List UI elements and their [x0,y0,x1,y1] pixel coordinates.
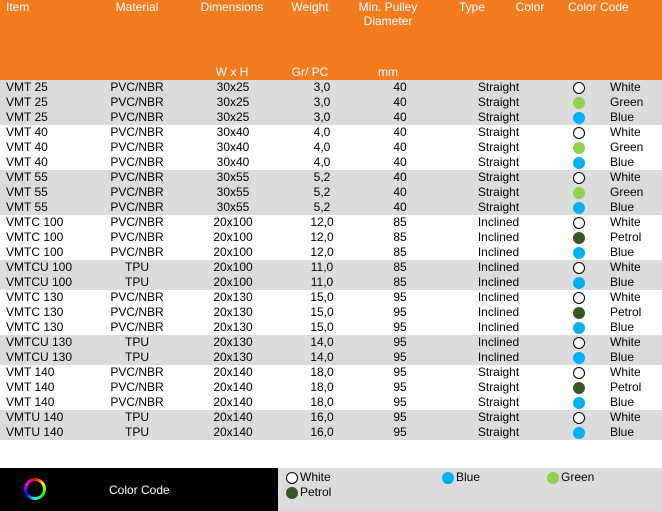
white-swatch-icon [573,262,585,274]
pulley-cell: 85 [357,260,443,275]
color-swatch-cell [554,305,604,320]
material-cell: PVC/NBR [110,215,164,229]
header-min-pulley: Min. Pulley Diameter [358,0,418,28]
color-code-cell: Petrol [610,380,642,394]
type-cell: Inclined [477,215,520,229]
legend-item-label: White [300,470,331,484]
item-cell: VMT 140 [6,365,55,379]
blue-swatch-icon [573,352,585,364]
material-cell: PVC/NBR [110,125,164,139]
pulley-cell: 85 [393,230,407,244]
unit-weight: Gr/ PC [291,65,329,79]
blue-swatch-icon [573,157,585,169]
color-code-cell: White [604,335,662,350]
color-swatch-cell [554,95,604,110]
item-cell: VMT 40 [6,140,48,154]
table-row [0,170,662,185]
pulley-cell: 95 [393,305,407,319]
color-code-cell: Blue [604,200,662,215]
item-cell: VMTCU 100 [0,260,95,275]
blue-swatch-icon [573,397,585,409]
item-cell: VMT 55 [0,185,95,200]
material-cell: PVC/NBR [110,140,164,154]
blue-swatch-icon [573,247,585,259]
color-code-cell: Green [604,185,662,200]
material-cell: TPU [95,275,179,290]
product-table [0,80,662,440]
green-swatch-icon [573,187,585,199]
dimensions-cell: 30x40 [216,125,250,139]
blue-swatch-icon [573,322,585,334]
material-cell: PVC/NBR [110,230,164,244]
material-cell: PVC/NBR [95,170,179,185]
table-row [0,260,662,275]
table-row [0,320,662,335]
color-swatch-cell [554,275,604,290]
item-cell: VMTCU 130 [0,350,95,365]
table-row [0,155,662,170]
dimensions-cell: 30x25 [179,80,287,95]
color-swatch-cell [554,110,604,125]
material-cell: PVC/NBR [95,200,179,215]
color-code-cell: White [604,80,662,95]
weight-cell: 14,0 [287,335,357,350]
item-cell: VMTCU 100 [0,275,95,290]
material-cell: PVC/NBR [110,290,164,304]
item-cell: VMTC 130 [6,290,64,304]
weight-cell: 12,0 [310,245,334,259]
color-swatch-cell [554,380,604,395]
dimensions-cell: 20x130 [179,350,287,365]
type-cell: Straight [477,125,520,139]
type-cell: Inclined [443,275,554,290]
type-cell: Straight [443,110,554,125]
material-cell: TPU [95,260,179,275]
dimensions-cell: 20x100 [179,275,287,290]
table-row [0,110,662,125]
color-swatch-cell [554,200,604,215]
table-row [0,185,662,200]
petrol-swatch-icon [573,232,585,244]
blue-swatch-icon [442,472,454,484]
type-cell: Inclined [443,350,554,365]
item-cell: VMTC 100 [6,230,64,244]
pulley-cell: 40 [357,170,443,185]
type-cell: Inclined [477,230,520,244]
header-color-code: Color Code [568,0,629,14]
table-row [0,305,662,320]
table-row [0,335,662,350]
type-cell: Inclined [477,290,520,304]
item-cell: VMT 25 [0,95,95,110]
color-wheel-icon [24,478,46,500]
table-row [0,125,662,140]
item-cell: VMT 40 [6,155,48,169]
header-weight: Weight [291,0,329,14]
blue-swatch-icon [573,277,585,289]
item-cell: VMT 55 [0,200,95,215]
header-type: Type [458,0,485,14]
petrol-swatch-icon [286,487,298,499]
type-cell: Straight [443,80,554,95]
dimensions-cell: 20x140 [213,380,253,394]
table-row [0,410,662,425]
legend-item-green [547,470,594,484]
color-swatch-cell [554,410,604,425]
dimensions-cell: 30x40 [216,155,250,169]
legend-label-panel [0,468,278,511]
material-cell: PVC/NBR [110,155,164,169]
legend-item-white [286,470,331,484]
color-code-cell: Blue [604,425,662,440]
pulley-cell: 95 [393,320,407,334]
weight-cell: 18,0 [310,380,334,394]
dimensions-cell: 20x130 [213,320,253,334]
material-cell: PVC/NBR [95,80,179,95]
table-row [0,80,662,95]
legend-items-panel [278,468,662,511]
material-cell: TPU [95,350,179,365]
white-swatch-icon [573,367,585,379]
weight-cell: 5,2 [287,170,357,185]
weight-cell: 12,0 [310,215,334,229]
petrol-swatch-icon [573,382,585,394]
white-swatch-icon [573,412,585,424]
legend-item-label: Green [561,470,595,484]
white-swatch-icon [573,82,585,94]
weight-cell: 18,0 [310,365,334,379]
green-swatch-icon [573,142,585,154]
table-row [0,230,662,245]
material-cell: PVC/NBR [110,305,164,319]
type-cell: Straight [443,425,554,440]
pulley-cell: 40 [357,80,443,95]
table-row [0,200,662,215]
weight-cell: 16,0 [287,425,357,440]
unit-dimensions: W x H [215,65,249,79]
color-code-cell: Blue [610,245,635,259]
dimensions-cell: 20x140 [179,410,287,425]
pulley-cell: 40 [393,140,407,154]
item-cell: VMT 25 [0,110,95,125]
white-swatch-icon [573,337,585,349]
pulley-cell: 95 [393,365,407,379]
material-cell: TPU [95,335,179,350]
color-code-cell: Blue [610,395,635,409]
legend-item-label: Blue [456,470,481,484]
white-swatch-icon [573,292,585,304]
table-header [0,0,662,80]
dimensions-cell: 30x25 [179,95,287,110]
weight-cell: 15,0 [310,305,334,319]
item-cell: VMTU 140 [0,425,95,440]
color-swatch-cell [554,245,604,260]
dimensions-cell: 20x100 [179,260,287,275]
pulley-cell: 85 [357,275,443,290]
dimensions-cell: 30x55 [179,200,287,215]
weight-cell: 14,0 [287,350,357,365]
item-cell: VMTCU 130 [0,335,95,350]
weight-cell: 16,0 [287,410,357,425]
header-dimensions: Dimensions [200,0,264,14]
item-cell: VMT 40 [6,125,48,139]
type-cell: Straight [443,185,554,200]
white-swatch-icon [573,127,585,139]
material-cell: PVC/NBR [95,110,179,125]
dimensions-cell: 20x100 [213,230,253,244]
dimensions-cell: 20x130 [213,305,253,319]
color-swatch-cell [554,395,604,410]
material-cell: PVC/NBR [110,245,164,259]
header-color: Color [515,0,545,14]
weight-cell: 5,2 [287,200,357,215]
weight-cell: 3,0 [287,80,357,95]
color-swatch-cell [554,80,604,95]
pulley-cell: 95 [393,395,407,409]
material-cell: PVC/NBR [110,395,164,409]
pulley-cell: 95 [393,290,407,304]
dimensions-cell: 20x130 [179,335,287,350]
table-row [0,380,662,395]
table-row [0,95,662,110]
dimensions-cell: 20x140 [213,365,253,379]
color-swatch-cell [554,230,604,245]
color-swatch-cell [554,185,604,200]
material-cell: TPU [95,425,179,440]
weight-cell: 3,0 [287,95,357,110]
color-swatch-cell [554,425,604,440]
material-cell: PVC/NBR [95,95,179,110]
table-row [0,395,662,410]
weight-cell: 11,0 [287,275,357,290]
item-cell: VMT 55 [0,170,95,185]
dimensions-cell: 20x140 [179,425,287,440]
white-swatch-icon [286,472,298,484]
color-code-cell: Blue [604,110,662,125]
color-swatch-cell [554,290,604,305]
color-swatch-cell [554,170,604,185]
pulley-cell: 40 [357,200,443,215]
weight-cell: 4,0 [313,125,331,139]
type-cell: Straight [477,395,520,409]
dimensions-cell: 20x100 [213,215,253,229]
item-cell: VMTC 100 [6,245,64,259]
color-code-cell: White [610,215,641,229]
type-cell: Inclined [443,260,554,275]
type-cell: Straight [443,170,554,185]
color-code-cell: White [604,260,662,275]
pulley-cell: 85 [393,215,407,229]
blue-swatch-icon [573,427,585,439]
table-row [0,425,662,440]
blue-swatch-icon [573,112,585,124]
type-cell: Straight [443,410,554,425]
item-cell: VMTU 140 [0,410,95,425]
item-cell: VMT 140 [6,380,55,394]
dimensions-cell: 20x130 [213,290,253,304]
legend-item-label: Petrol [300,485,332,499]
color-code-cell: Blue [610,155,635,169]
white-swatch-icon [573,172,585,184]
dimensions-cell: 20x100 [213,245,253,259]
white-swatch-icon [573,217,585,229]
green-swatch-icon [547,472,559,484]
weight-cell: 5,2 [287,185,357,200]
weight-cell: 12,0 [310,230,334,244]
color-swatch-cell [554,125,604,140]
type-cell: Inclined [477,320,520,334]
type-cell: Straight [477,140,520,154]
color-code-cell: Green [604,95,662,110]
pulley-cell: 95 [357,425,443,440]
color-swatch-cell [554,260,604,275]
table-row [0,365,662,380]
color-legend [0,468,662,511]
legend-item-blue [442,470,480,484]
color-code-cell: White [610,125,641,139]
pulley-cell: 95 [357,350,443,365]
weight-cell: 4,0 [313,155,331,169]
dimensions-cell: 20x140 [213,395,253,409]
table-row [0,140,662,155]
color-swatch-cell [554,335,604,350]
dimensions-cell: 30x55 [179,170,287,185]
material-cell: TPU [95,410,179,425]
pulley-cell: 40 [357,95,443,110]
pulley-cell: 95 [357,410,443,425]
type-cell: Inclined [443,335,554,350]
header-material: Material [115,0,159,14]
weight-cell: 11,0 [287,260,357,275]
pulley-cell: 40 [357,110,443,125]
item-cell: VMT 140 [6,395,55,409]
color-swatch-cell [554,320,604,335]
color-swatch-cell [554,365,604,380]
color-code-cell: Blue [610,320,635,334]
dimensions-cell: 30x40 [216,140,250,154]
weight-cell: 18,0 [310,395,334,409]
color-swatch-cell [554,215,604,230]
material-cell: PVC/NBR [110,365,164,379]
dimensions-cell: 30x25 [179,110,287,125]
legend-item-petrol [286,485,331,499]
weight-cell: 15,0 [310,290,334,304]
weight-cell: 4,0 [313,140,331,154]
color-code-cell: White [610,365,641,379]
item-cell: VMT 25 [0,80,95,95]
color-code-cell: White [604,170,662,185]
unit-pulley: mm [378,65,398,79]
pulley-cell: 40 [393,125,407,139]
color-code-cell: White [610,290,641,304]
color-code-cell: Petrol [610,230,642,244]
item-cell: VMTC 130 [6,305,64,319]
color-code-cell: Petrol [610,305,642,319]
color-code-cell: Green [610,140,644,154]
pulley-cell: 85 [393,245,407,259]
table-row [0,245,662,260]
dimensions-cell: 30x55 [179,185,287,200]
type-cell: Straight [477,380,520,394]
header-item: Item [6,0,30,14]
pulley-cell: 95 [393,380,407,394]
color-swatch-cell [554,140,604,155]
table-row [0,215,662,230]
table-row [0,275,662,290]
table-row [0,290,662,305]
material-cell: PVC/NBR [110,320,164,334]
material-cell: PVC/NBR [110,380,164,394]
color-swatch-cell [554,350,604,365]
type-cell: Straight [477,155,520,169]
green-swatch-icon [573,97,585,109]
pulley-cell: 40 [393,155,407,169]
item-cell: VMTC 130 [6,320,64,334]
type-cell: Straight [443,95,554,110]
type-cell: Straight [443,200,554,215]
legend-title: Color Code [109,483,170,497]
material-cell: PVC/NBR [95,185,179,200]
blue-swatch-icon [573,202,585,214]
color-swatch-cell [554,155,604,170]
type-cell: Inclined [477,245,520,259]
weight-cell: 3,0 [287,110,357,125]
pulley-cell: 40 [357,185,443,200]
item-cell: VMTC 100 [6,215,64,229]
weight-cell: 15,0 [310,320,334,334]
color-code-cell: Blue [604,350,662,365]
pulley-cell: 95 [357,335,443,350]
color-code-cell: Blue [604,275,662,290]
petrol-swatch-icon [573,307,585,319]
type-cell: Inclined [477,305,520,319]
table-row [0,350,662,365]
color-code-cell: White [604,410,662,425]
type-cell: Straight [477,365,520,379]
